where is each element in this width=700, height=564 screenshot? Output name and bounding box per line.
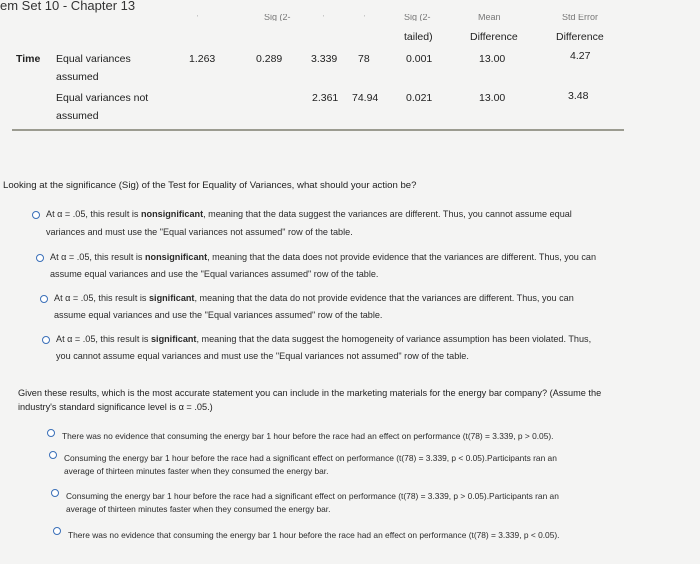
- radio-button[interactable]: [32, 211, 40, 219]
- row-label-time: Time: [16, 53, 41, 65]
- header-partial-sig2: Sig (2-: [404, 14, 431, 21]
- radio-button[interactable]: [49, 451, 57, 459]
- row1-f: 1.263: [189, 53, 216, 65]
- header-tick: ˈ: [363, 14, 366, 23]
- radio-button[interactable]: [51, 489, 59, 497]
- row2-df: 74.94: [352, 92, 379, 104]
- row1-label-cont: assumed: [56, 71, 99, 83]
- row2-mean-diff: 13.00: [479, 92, 506, 104]
- question1-text: Looking at the significance (Sig) of the Test for Equality of Variances, what should your action be?: [3, 180, 417, 191]
- radio-button[interactable]: [36, 254, 44, 262]
- row2-label: Equal variances not: [56, 92, 149, 104]
- header-tick: ˈ: [196, 14, 199, 23]
- question2-text: Given these results, which is the most accurate statement you can include in the marketing materials for the energy bar company? (Assume the: [18, 388, 602, 398]
- header-mean-difference: Difference: [470, 31, 518, 43]
- row2-se-diff: 3.48: [568, 90, 589, 102]
- row1-df: 78: [358, 53, 370, 65]
- header-se-difference: Difference: [556, 31, 604, 43]
- radio-button[interactable]: [40, 295, 48, 303]
- row1-label: Equal variances: [56, 53, 131, 65]
- header-partial-mean: Mean: [478, 14, 501, 21]
- radio-button[interactable]: [47, 429, 55, 437]
- row1-sig2: 0.001: [406, 53, 433, 65]
- header-partial-se: Std Error: [562, 14, 599, 21]
- radio-button[interactable]: [53, 527, 61, 535]
- radio-button[interactable]: [42, 336, 50, 344]
- row1-sig: 0.289: [256, 53, 283, 65]
- header-partial-sig: Sig (2-: [264, 14, 291, 21]
- row1-mean-diff: 13.00: [479, 53, 506, 65]
- page-title: em Set 10 - Chapter 13: [0, 0, 136, 13]
- row2-sig2: 0.021: [406, 92, 433, 104]
- row2-label-cont: assumed: [56, 110, 99, 122]
- row2-t: 2.361: [312, 92, 339, 104]
- header-tick: ˈ: [322, 14, 325, 23]
- row1-se-diff: 4.27: [570, 50, 591, 62]
- header-sig-tailed: tailed): [404, 31, 433, 43]
- question2-text-cont: industry's standard significance level is α = .05.): [18, 402, 213, 412]
- table-divider: [12, 129, 624, 131]
- row1-t: 3.339: [311, 53, 338, 65]
